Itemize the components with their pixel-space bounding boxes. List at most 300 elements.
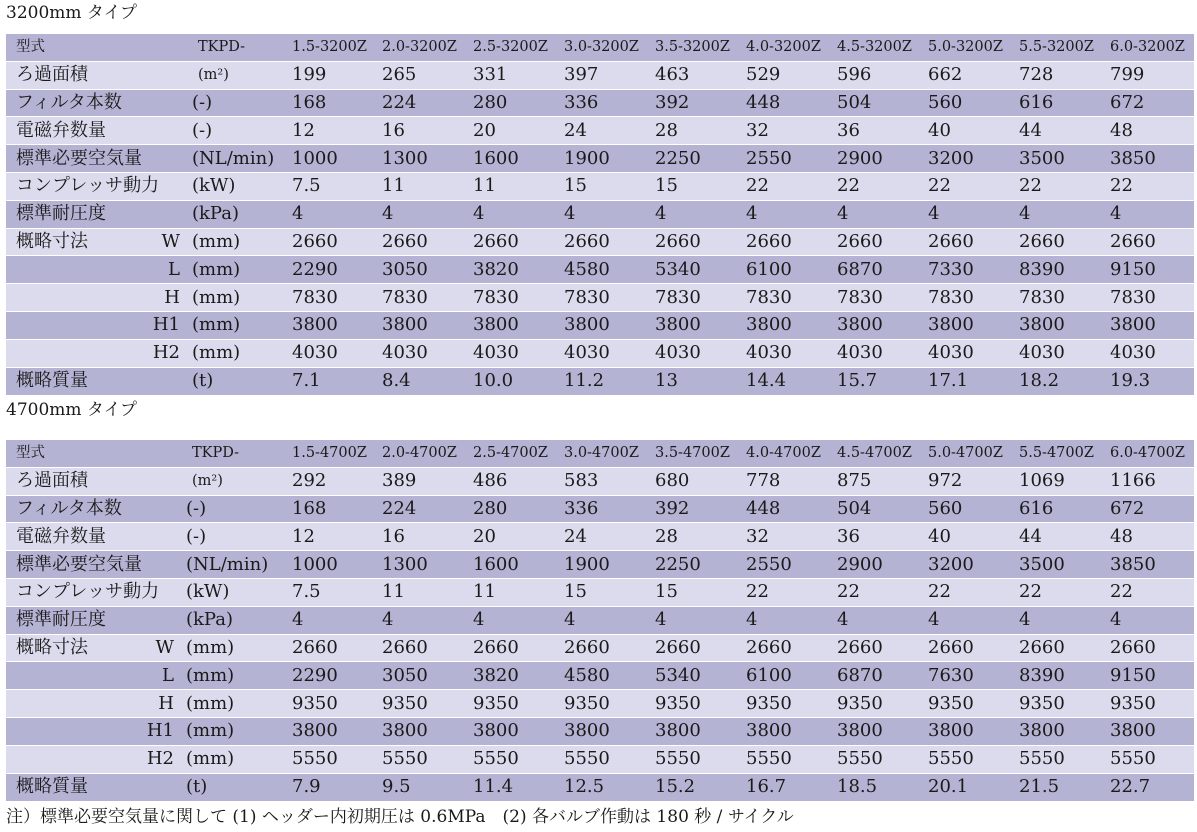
table-cell: 280 xyxy=(469,495,560,523)
table-cell: 1300 xyxy=(378,145,469,173)
table-cell: 3200 xyxy=(924,551,1015,579)
table-cell: 7.9 xyxy=(288,773,378,801)
table-cell: 4580 xyxy=(560,662,651,690)
table-cell: 4580 xyxy=(560,256,651,284)
table-cell: 336 xyxy=(560,89,651,117)
dimension-label: H xyxy=(142,690,182,718)
table-cell: 4030 xyxy=(560,339,651,367)
table-cell: 4 xyxy=(924,606,1015,634)
table-cell: 5340 xyxy=(651,662,742,690)
table-cell: 3500 xyxy=(1015,551,1106,579)
table-cell: 16.7 xyxy=(742,773,833,801)
unit-label: (kW) xyxy=(188,172,288,200)
table-cell: 5550 xyxy=(1106,745,1194,773)
table-row xyxy=(6,773,1194,801)
table-row xyxy=(6,311,1194,339)
table-cell: 224 xyxy=(378,495,469,523)
dimension-label: H1 xyxy=(148,311,188,339)
table-cell: 2660 xyxy=(560,228,651,256)
table-cell: 4 xyxy=(1106,200,1194,228)
table-row xyxy=(6,551,1194,579)
table-cell: 3800 xyxy=(469,717,560,745)
table-cell: 4030 xyxy=(378,339,469,367)
table-cell: 2900 xyxy=(833,145,924,173)
unit-label: (t) xyxy=(182,773,288,801)
table-cell: 3800 xyxy=(1106,717,1194,745)
table-cell: 3800 xyxy=(378,311,469,339)
table-row xyxy=(6,717,1194,745)
table-cell: 778 xyxy=(742,467,833,495)
table-cell: 3800 xyxy=(924,717,1015,745)
table-cell: 3800 xyxy=(742,717,833,745)
table-cell: 972 xyxy=(924,467,1015,495)
dimension-label xyxy=(148,117,188,145)
dimension-label: H xyxy=(148,284,188,312)
row-label: 型式 xyxy=(6,34,148,62)
table-cell: 1900 xyxy=(560,551,651,579)
row-label xyxy=(6,717,142,745)
table-cell: 15 xyxy=(560,172,651,200)
table-cell: 9150 xyxy=(1106,256,1194,284)
row-label: 型式 xyxy=(6,440,142,468)
table-cell: 3800 xyxy=(378,717,469,745)
table-cell: 15.7 xyxy=(833,367,924,395)
table-row xyxy=(6,745,1194,773)
table-cell: 2660 xyxy=(651,228,742,256)
table-cell: 2660 xyxy=(378,228,469,256)
table-cell: 48 xyxy=(1106,117,1194,145)
table-cell: 9350 xyxy=(651,690,742,718)
table-cell: 8390 xyxy=(1015,662,1106,690)
table-cell: 224 xyxy=(378,89,469,117)
table-cell: 728 xyxy=(1015,61,1106,89)
table-cell: 448 xyxy=(742,495,833,523)
table-cell: 14.4 xyxy=(742,367,833,395)
table-cell: 11 xyxy=(378,172,469,200)
table-cell: 2250 xyxy=(651,551,742,579)
table-cell: 11 xyxy=(469,172,560,200)
row-label: コンプレッサ動力 xyxy=(6,172,148,200)
table-cell: 32 xyxy=(742,117,833,145)
unit-label: (mm) xyxy=(188,256,288,284)
table-cell: 2660 xyxy=(378,634,469,662)
row-label: ろ過面積 xyxy=(6,61,148,89)
table-cell: 1166 xyxy=(1106,467,1194,495)
table-cell: 662 xyxy=(924,61,1015,89)
table-cell: 4.0-4700Z xyxy=(742,440,833,468)
table-cell: 2660 xyxy=(1106,634,1194,662)
table-cell: 3800 xyxy=(833,717,924,745)
table-cell: 392 xyxy=(651,495,742,523)
table-cell: 389 xyxy=(378,467,469,495)
table-cell: 4 xyxy=(288,200,378,228)
table-cell: 448 xyxy=(742,89,833,117)
table-cell: 5340 xyxy=(651,256,742,284)
table-cell: 9.5 xyxy=(378,773,469,801)
dimension-label xyxy=(142,773,182,801)
table-cell: 1000 xyxy=(288,551,378,579)
unit-label: (mm) xyxy=(182,662,288,690)
row-label xyxy=(6,256,148,284)
table-cell: 336 xyxy=(560,495,651,523)
dimension-label xyxy=(142,467,182,495)
table-cell: 6.0-4700Z xyxy=(1106,440,1194,468)
table-cell: 4.0-3200Z xyxy=(742,34,833,62)
table-cell: 4 xyxy=(1015,606,1106,634)
table-cell: 1.5-3200Z xyxy=(288,34,378,62)
table-cell: 36 xyxy=(833,117,924,145)
table-cell: 7830 xyxy=(924,284,1015,312)
table-cell: 5.0-3200Z xyxy=(924,34,1015,62)
table-cell: 11.4 xyxy=(469,773,560,801)
dimension-label xyxy=(142,440,182,468)
table-cell: 9350 xyxy=(378,690,469,718)
dimension-label xyxy=(148,367,188,395)
table-cell: 5550 xyxy=(1015,745,1106,773)
table-cell: 9150 xyxy=(1106,662,1194,690)
table-cell: 11 xyxy=(378,578,469,606)
table-cell: 4 xyxy=(288,606,378,634)
table-cell: 2660 xyxy=(742,228,833,256)
table-cell: 3800 xyxy=(1015,717,1106,745)
unit-label: (-) xyxy=(188,117,288,145)
table-cell: 2660 xyxy=(288,634,378,662)
table-cell: 24 xyxy=(560,117,651,145)
row-label xyxy=(6,690,142,718)
table-cell: 504 xyxy=(833,495,924,523)
table-cell: 4 xyxy=(833,200,924,228)
table-cell: 4 xyxy=(560,606,651,634)
table-cell: 4030 xyxy=(1015,339,1106,367)
table-cell: 28 xyxy=(651,523,742,551)
table-cell: 168 xyxy=(288,89,378,117)
table-cell: 292 xyxy=(288,467,378,495)
table-cell: 11 xyxy=(469,578,560,606)
table-cell: 6870 xyxy=(833,256,924,284)
table-row xyxy=(6,467,1194,495)
table-cell: 280 xyxy=(469,89,560,117)
table-row xyxy=(6,117,1194,145)
table-cell: 680 xyxy=(651,467,742,495)
table-cell: 40 xyxy=(924,523,1015,551)
unit-label: (mm) xyxy=(188,228,288,256)
table-row xyxy=(6,256,1194,284)
table-cell: 5.5-3200Z xyxy=(1015,34,1106,62)
dimension-label: W xyxy=(142,634,182,662)
table-cell: 3800 xyxy=(651,311,742,339)
unit-label: (mm) xyxy=(182,690,288,718)
table-cell: 22 xyxy=(1015,578,1106,606)
unit-label: (t) xyxy=(188,367,288,395)
table-cell: 16 xyxy=(378,523,469,551)
table-row xyxy=(6,634,1194,662)
table-cell: 12 xyxy=(288,523,378,551)
row-label: 概略寸法 xyxy=(6,634,142,662)
table-cell: 28 xyxy=(651,117,742,145)
table-cell: 4.5-3200Z xyxy=(833,34,924,62)
unit-label: (mm) xyxy=(182,717,288,745)
table-cell: 32 xyxy=(742,523,833,551)
table-cell: 7830 xyxy=(651,284,742,312)
table-cell: 672 xyxy=(1106,495,1194,523)
table-cell: 875 xyxy=(833,467,924,495)
table-row xyxy=(6,339,1194,367)
table-cell: 1600 xyxy=(469,551,560,579)
table-cell: 2660 xyxy=(469,228,560,256)
row-label: フィルタ本数 xyxy=(6,495,142,523)
table-cell: 4 xyxy=(1106,606,1194,634)
table-cell: 3820 xyxy=(469,256,560,284)
table-cell: 7830 xyxy=(288,284,378,312)
table-cell: 463 xyxy=(651,61,742,89)
table-cell: 3500 xyxy=(1015,145,1106,173)
table-cell: 2.0-4700Z xyxy=(378,440,469,468)
table-cell: 22 xyxy=(1106,578,1194,606)
unit-label: (-) xyxy=(188,89,288,117)
table-row xyxy=(6,172,1194,200)
dimension-label xyxy=(142,551,182,579)
row-label: 概略質量 xyxy=(6,367,148,395)
table-cell: 1900 xyxy=(560,145,651,173)
row-label: 標準耐圧度 xyxy=(6,200,148,228)
unit-label: (mm) xyxy=(182,634,288,662)
table-cell: 9350 xyxy=(1106,690,1194,718)
unit-label: (kW) xyxy=(182,578,288,606)
dimension-label xyxy=(148,34,188,62)
table-cell: 2250 xyxy=(651,145,742,173)
table-row xyxy=(6,61,1194,89)
unit-label: (m²) xyxy=(188,61,288,89)
row-label xyxy=(6,745,142,773)
table-cell: 3200 xyxy=(924,145,1015,173)
table-row xyxy=(6,606,1194,634)
table-cell: 2.0-3200Z xyxy=(378,34,469,62)
table-row xyxy=(6,662,1194,690)
unit-label: (-) xyxy=(182,523,288,551)
table-cell: 22 xyxy=(1106,172,1194,200)
table-cell: 20 xyxy=(469,523,560,551)
table-cell: 4 xyxy=(469,606,560,634)
table-cell: 392 xyxy=(651,89,742,117)
table-cell: 7.5 xyxy=(288,578,378,606)
table-cell: 48 xyxy=(1106,523,1194,551)
table-cell: 2.5-3200Z xyxy=(469,34,560,62)
table-cell: 15 xyxy=(651,172,742,200)
row-label xyxy=(6,662,142,690)
table-cell: 1.5-4700Z xyxy=(288,440,378,468)
table-cell: 4 xyxy=(924,200,1015,228)
table-cell: 22.7 xyxy=(1106,773,1194,801)
table-cell: 24 xyxy=(560,523,651,551)
unit-label: (NL/min) xyxy=(188,145,288,173)
table-row xyxy=(6,284,1194,312)
unit-label: (m²) xyxy=(182,467,288,495)
table-cell: 9350 xyxy=(560,690,651,718)
table-cell: 2660 xyxy=(560,634,651,662)
row-label: 標準耐圧度 xyxy=(6,606,142,634)
table-cell: 583 xyxy=(560,467,651,495)
table-cell: 2660 xyxy=(651,634,742,662)
table-cell: 2660 xyxy=(833,228,924,256)
table-cell: 6.0-3200Z xyxy=(1106,34,1194,62)
footnote: 注）標準必要空気量に関して (1) ヘッダー内初期圧は 0.6MPa (2) 各バルブ作動は 180 秒 / サイクル xyxy=(6,807,794,827)
table-cell: 4030 xyxy=(742,339,833,367)
table-cell: 3.0-3200Z xyxy=(560,34,651,62)
table-cell: 7.1 xyxy=(288,367,378,395)
table-row xyxy=(6,89,1194,117)
table-cell: 22 xyxy=(924,578,1015,606)
table-cell: 4 xyxy=(1015,200,1106,228)
unit-label: (mm) xyxy=(188,311,288,339)
table-cell: 3800 xyxy=(1015,311,1106,339)
dimension-label: H2 xyxy=(148,339,188,367)
table-cell: 5550 xyxy=(378,745,469,773)
table-cell: 1069 xyxy=(1015,467,1106,495)
table-cell: 5550 xyxy=(924,745,1015,773)
row-label: ろ過面積 xyxy=(6,467,142,495)
table-cell: 1000 xyxy=(288,145,378,173)
table-cell: 596 xyxy=(833,61,924,89)
table-cell: 616 xyxy=(1015,495,1106,523)
table-cell: 9350 xyxy=(288,690,378,718)
table-cell: 265 xyxy=(378,61,469,89)
table-cell: 5550 xyxy=(833,745,924,773)
table-cell: 17.1 xyxy=(924,367,1015,395)
table-cell: 7830 xyxy=(1106,284,1194,312)
table-cell: 9350 xyxy=(469,690,560,718)
dimension-label xyxy=(148,200,188,228)
unit-label: (-) xyxy=(182,495,288,523)
table-cell: 5550 xyxy=(288,745,378,773)
table-cell: 4030 xyxy=(651,339,742,367)
table-cell: 9350 xyxy=(1015,690,1106,718)
table-cell: 5550 xyxy=(742,745,833,773)
table-cell: 9350 xyxy=(742,690,833,718)
unit-label: (mm) xyxy=(188,284,288,312)
row-label: 概略寸法 xyxy=(6,228,148,256)
table-cell: 3800 xyxy=(1106,311,1194,339)
table-cell: 4030 xyxy=(288,339,378,367)
table-cell: 44 xyxy=(1015,523,1106,551)
table-cell: 3800 xyxy=(742,311,833,339)
table-cell: 2660 xyxy=(924,228,1015,256)
dimension-label: W xyxy=(148,228,188,256)
table-cell: 331 xyxy=(469,61,560,89)
table-cell: 8.4 xyxy=(378,367,469,395)
table-cell: 4030 xyxy=(833,339,924,367)
table-cell: 8390 xyxy=(1015,256,1106,284)
table-cell: 4 xyxy=(651,200,742,228)
table-cell: 7.5 xyxy=(288,172,378,200)
row-label: フィルタ本数 xyxy=(6,89,148,117)
table-cell: 15 xyxy=(651,578,742,606)
table-row xyxy=(6,34,1194,62)
table-cell: 4030 xyxy=(469,339,560,367)
table-cell: 3.0-4700Z xyxy=(560,440,651,468)
table-cell: 36 xyxy=(833,523,924,551)
table-cell: 4 xyxy=(833,606,924,634)
table-cell: 2290 xyxy=(288,662,378,690)
table-cell: 5550 xyxy=(560,745,651,773)
table-cell: 21.5 xyxy=(1015,773,1106,801)
table-cell: 22 xyxy=(742,578,833,606)
table-cell: 2900 xyxy=(833,551,924,579)
table-cell: 12.5 xyxy=(560,773,651,801)
table-cell: 20.1 xyxy=(924,773,1015,801)
table-cell: 16 xyxy=(378,117,469,145)
row-label: 電磁弁数量 xyxy=(6,523,142,551)
table-cell: 6870 xyxy=(833,662,924,690)
table-cell: 2660 xyxy=(924,634,1015,662)
table-cell: 2660 xyxy=(1015,228,1106,256)
table-row xyxy=(6,495,1194,523)
table-cell: 1300 xyxy=(378,551,469,579)
table-cell: 397 xyxy=(560,61,651,89)
spec-table-3200 xyxy=(6,33,1194,395)
table-cell: 2660 xyxy=(288,228,378,256)
table-cell: 13 xyxy=(651,367,742,395)
table-cell: 504 xyxy=(833,89,924,117)
table-cell: 4 xyxy=(742,200,833,228)
table-cell: 3850 xyxy=(1106,145,1194,173)
dimension-label: H2 xyxy=(142,745,182,773)
table-row xyxy=(6,145,1194,173)
table-cell: 6100 xyxy=(742,662,833,690)
table-cell: 672 xyxy=(1106,89,1194,117)
table-cell: 3800 xyxy=(469,311,560,339)
table-cell: 3850 xyxy=(1106,551,1194,579)
spec-table-4700 xyxy=(6,439,1194,801)
table-cell: 4 xyxy=(378,606,469,634)
heading-3200: 3200mm タイプ xyxy=(6,3,138,23)
row-label: 標準必要空気量 xyxy=(6,145,148,173)
table-cell: 4 xyxy=(378,200,469,228)
dimension-label: L xyxy=(148,256,188,284)
table-cell: 2660 xyxy=(1015,634,1106,662)
table-cell: 3800 xyxy=(560,311,651,339)
dimension-label xyxy=(148,61,188,89)
table-row xyxy=(6,690,1194,718)
table-cell: 15 xyxy=(560,578,651,606)
table-cell: 4030 xyxy=(1106,339,1194,367)
table-cell: 3050 xyxy=(378,256,469,284)
table-row xyxy=(6,367,1194,395)
dimension-label xyxy=(142,523,182,551)
table-cell: 7630 xyxy=(924,662,1015,690)
table-cell: 7830 xyxy=(560,284,651,312)
heading-4700: 4700mm タイプ xyxy=(6,400,138,420)
unit-label: (kPa) xyxy=(182,606,288,634)
dimension-label: H1 xyxy=(142,717,182,745)
table-cell: 2660 xyxy=(742,634,833,662)
table-cell: 2660 xyxy=(469,634,560,662)
table-cell: 4.5-4700Z xyxy=(833,440,924,468)
table-cell: 616 xyxy=(1015,89,1106,117)
table-cell: 5.0-4700Z xyxy=(924,440,1015,468)
table-cell: 5550 xyxy=(469,745,560,773)
table-cell: 199 xyxy=(288,61,378,89)
table-row xyxy=(6,578,1194,606)
table-cell: 22 xyxy=(924,172,1015,200)
table-cell: 3.5-3200Z xyxy=(651,34,742,62)
table-cell: 168 xyxy=(288,495,378,523)
table-cell: 44 xyxy=(1015,117,1106,145)
table-cell: 10.0 xyxy=(469,367,560,395)
table-cell: 799 xyxy=(1106,61,1194,89)
unit-label: TKPD- xyxy=(182,440,288,468)
dimension-label: L xyxy=(142,662,182,690)
table-cell: 19.3 xyxy=(1106,367,1194,395)
